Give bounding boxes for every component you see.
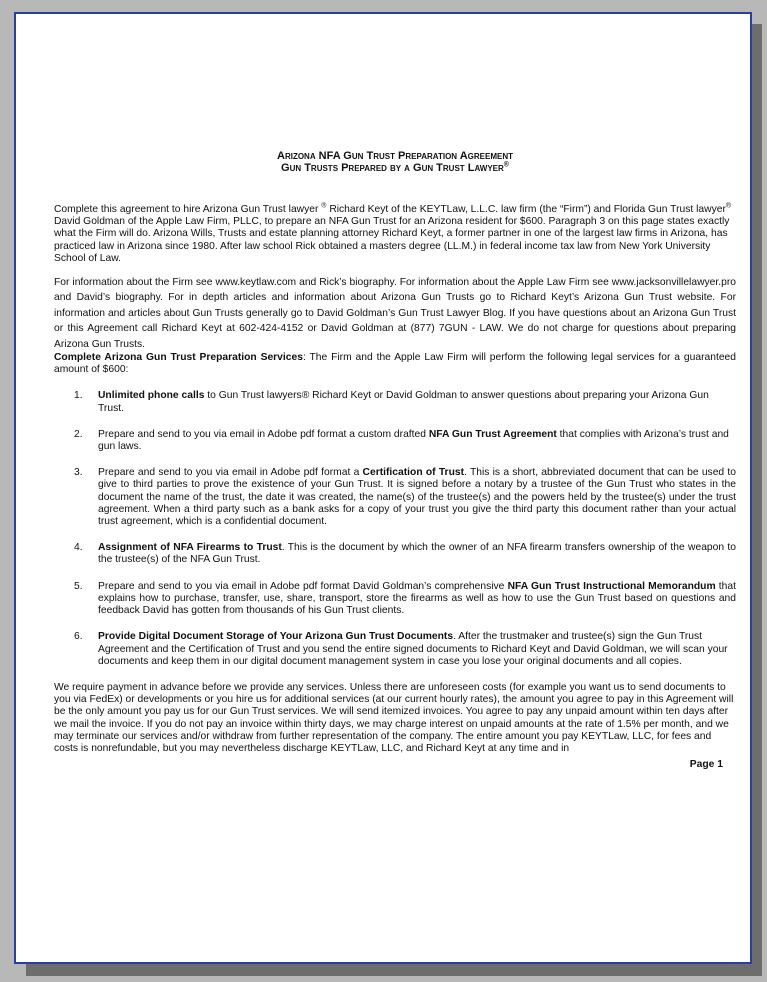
list-item: 6. Provide Digital Document Storage of Your Arizona Gun Trust Documents. After the trustmaker and trustee(s) sign the Gun Trust Agreement and the Certification of Trust and you send the entire signed documents to Richard Keyt and David Goldman, we will scan your documents and keep them in our digital document management system in case you lose your original documents and all copies. xyxy=(74,631,728,667)
list-item: 5. Prepare and send to you via email in Adobe pdf format David Goldman’s comprehensive NFA Gun Trust Instructional Memorandum that explains how to purchase, transfer, use, share, transport, store the firearms as well as how to use the Gun Trust based on questions and feedback David has gotten from thousands of his Gun Trust clients. xyxy=(74,580,736,617)
document-content xyxy=(54,150,736,771)
payment-paragraph: We require payment in advance before we provide any services. Unless there are unforeseen costs (for example you want us to send documents to you via FedEx) or developments or you hire us for additional services (at our current hourly rates), the amount you agree to pay in this Agreement will be the only amount you pay us for our Gun Trust services. We will send itemized invoices. You agree to pay any unpaid amount within ten days after we mail the invoice. If you do not pay an invoice within thirty days, we may charge interest on unpaid amounts at the rate of 1.5% per month, and we may terminate our services and/or withdraw from further representation of the company. The entire amount you pay KEYTLaw, LLC, for fees and costs is nonrefundable, but you may nevertheless discharge KEYTLaw, LLC, and Richard Keyt at any time and in xyxy=(54,681,734,754)
document-title xyxy=(54,150,736,174)
services-paragraph: Complete Arizona Gun Trust Preparation Services: The Firm and the Apple Law Firm will perform the following legal services for a guaranteed amount of $600: xyxy=(54,352,736,376)
list-item: 2. Prepare and send to you via email in Adobe pdf format a custom drafted NFA Gun Trust Agreement that complies with Arizona’s trust and gun laws. xyxy=(74,428,729,453)
list-item: 1. Unlimited phone calls to Gun Trust lawyers® Richard Keyt or David Goldman to answer questions about preparing your Arizona Gun Trust. xyxy=(74,390,709,414)
intro-paragraph: Complete this agreement to hire Arizona Gun Trust lawyer ® Richard Keyt of the KEYTLaw, L.L.C. law firm (the “Firm”) and Florida Gun Trust lawyer® David Goldman of the Apple Law Firm, PLLC, to prepare an NFA Gun Trust for an Arizona resident for $600. Paragraph 3 on this page states exactly what the Firm will do. Arizona Wills, Trusts and estate planning attorney Richard Keyt, a former partner in one of the largest law firms in Arizona, has practiced law in Arizona since 1980. After law school Rick obtained a masters degree (LL.M.) in federal income tax law from New York University School of Law. xyxy=(54,202,732,264)
list-item: 3. Prepare and send to you via email in Adobe pdf format a Certification of Trust. This is a short, abbreviated document that can be used to give to third parties to prove the existence of your Gun Trust. It is signed before a notary by a trustee of the Gun Trust who states in the document the name of the trust, the date it was created, the name(s) of the trustee(s) and the powers held by the trustee(s) under the trust agreement. When a third party such as a bank asks for a copy of your trust you give the third party this document rather than your actual trust agreement, which is a confidential document. xyxy=(74,467,736,528)
title-line-2: Gun Trusts Prepared by a Gun Trust Lawyer® xyxy=(281,161,509,174)
info-paragraph: For information about the Firm see www.keytlaw.com and Rick’s biography. For information about the Apple Law Firm see www.jacksonvillelawyer.pro and David’s biography. For in depth articles and information about Arizona Gun Trusts go to Richard Keyt’s Arizona Gun Trust website. For information and articles about Gun Trusts generally go to David Goldman’s Gun Trust Lawyer Blog. If you have questions about an Arizona Gun Trust or this Agreement call Richard Keyt at 602-424-4152 or David Goldman at (877) 7GUN - LAW. We do not charge for questions about preparing Arizona Gun Trusts. xyxy=(54,277,736,350)
services-heading: Complete Arizona Gun Trust Preparation Services xyxy=(54,352,303,364)
page-number: Page 1 xyxy=(689,759,723,771)
services-list xyxy=(54,390,736,667)
list-item: 4. Assignment of NFA Firearms to Trust. This is the document by which the owner of an NFA firearm transfers ownership of the weapon to the trustee(s) of the NFA Gun Trust. xyxy=(74,542,736,566)
document-page xyxy=(14,12,752,964)
title-line-1: Arizona NFA Gun Trust Preparation Agreement xyxy=(277,150,513,162)
